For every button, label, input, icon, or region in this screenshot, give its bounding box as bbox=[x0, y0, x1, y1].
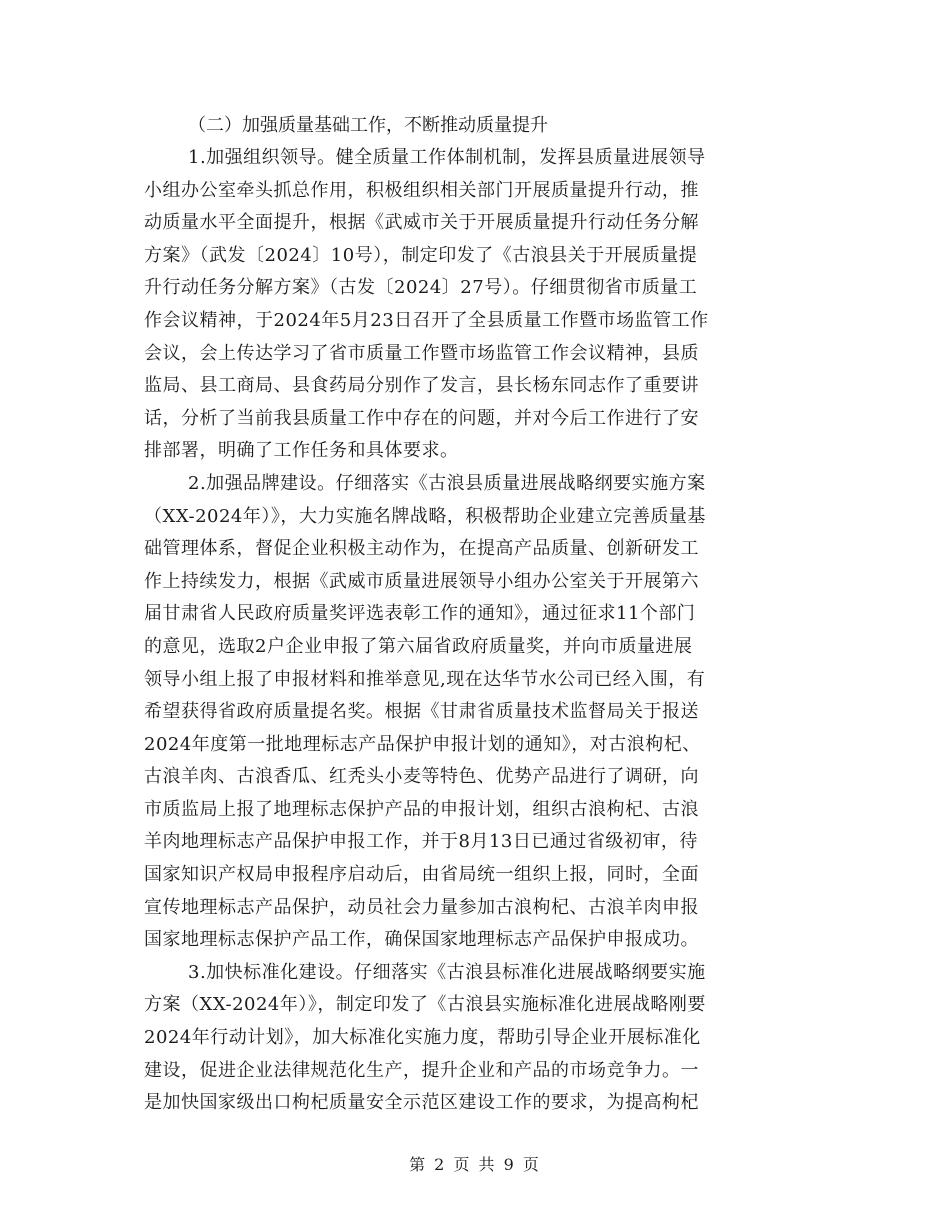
paragraph-standardization bbox=[144, 957, 816, 1120]
text-line: 市质监局上报了地理标志保护产品的申报计划，组织古浪枸杞、古浪 bbox=[144, 798, 699, 820]
text-line: 2024年度第一批地理标志产品保护申报计划的通知》，对古浪枸杞、 bbox=[144, 733, 701, 755]
text-line: 是加快国家级出口枸杞质量安全示范区建设工作的要求，为提高枸杞 bbox=[144, 1092, 699, 1114]
text-line: 的意见，选取2户企业申报了第六届省政府质量奖，并向市质量进展 bbox=[144, 635, 693, 657]
text-line: 届甘肃省人民政府质量奖评选表彰工作的通知》，通过征求11个部门 bbox=[144, 603, 696, 625]
text-line: 1.加强组织领导。健全质量工作体制机制，发挥县质量进展领导 bbox=[188, 147, 706, 168]
document-body bbox=[144, 110, 816, 1120]
text-line: 话，分析了当前我县质量工作中存在的问题，并对今后工作进行了安 bbox=[144, 407, 699, 429]
text-line: 3.加快标准化建设。仔细落实《古浪县标准化进展战略纲要实施 bbox=[188, 961, 706, 983]
text-line: 宣传地理标志产品保护，动员社会力量参加古浪枸杞、古浪羊肉申报 bbox=[144, 896, 699, 918]
page-number-footer: 第 2 页 共 9 页 bbox=[409, 1155, 541, 1174]
text-line: 希望获得省政府质量提名奖。根据《甘肃省质量技术监督局关于报送 bbox=[144, 701, 699, 723]
text-line: 会议，会上传达学习了省市质量工作暨市场监管工作会议精神，县质 bbox=[144, 342, 699, 364]
text-line: 2.加强品牌建设。仔细落实《古浪县质量进展战略纲要实施方案 bbox=[188, 472, 706, 494]
text-line: 羊肉地理标志产品保护申报工作，并于8月13日已通过省级初审，待 bbox=[144, 831, 698, 853]
text-line: 动质量水平全面提升，根据《武威市关于开展质量提升行动任务分解 bbox=[144, 212, 699, 234]
text-line: 排部署，明确了工作任务和具体要求。 bbox=[144, 440, 459, 462]
text-line: 2024年行动计划》，加大标准化实施力度，帮助引导企业开展标准化 bbox=[144, 1027, 701, 1049]
section-heading: （二）加强质量基础工作，不断推动质量提升 bbox=[188, 115, 548, 136]
text-line: 础管理体系，督促企业积极主动作为，在提高产品质量、创新研发工 bbox=[144, 538, 699, 560]
text-line: 领导小组上报了申报材料和推举意见,现在达华节水公司已经入围，有 bbox=[144, 668, 706, 690]
paragraph-brand-building bbox=[144, 468, 816, 957]
text-line: 古浪羊肉、古浪香瓜、红秃头小麦等特色、优势产品进行了调研，向 bbox=[144, 766, 699, 788]
text-line: （XX-2024年）》，大力实施名牌战略，积极帮助企业建立完善质量基 bbox=[144, 505, 706, 527]
text-line: 方案》（武发〔2024〕10号），制定印发了《古浪县关于开展质量提 bbox=[144, 244, 698, 266]
text-line: 小组办公室牵头抓总作用，积极组织相关部门开展质量提升行动，推 bbox=[144, 179, 699, 201]
text-line: 作会议精神，于2024年5月23日召开了全县质量工作暨市场监管工作 bbox=[144, 309, 709, 331]
text-line: 方案（XX-2024年）》，制定印发了《古浪县实施标准化进展战略刚要 bbox=[144, 994, 706, 1016]
text-line: 国家知识产权局申报程序启动后，由省局统一组织上报，同时，全面 bbox=[144, 864, 699, 886]
text-line: 升行动任务分解方案》（古发〔2024〕27号）。仔细贯彻省市质量工 bbox=[144, 277, 698, 299]
paragraph-organization-leadership bbox=[144, 142, 816, 468]
text-line: 监局、县工商局、县食药局分别作了发言，县长杨东同志作了重要讲 bbox=[144, 375, 699, 397]
text-line: 建设，促进企业法律规范化生产，提升企业和产品的市场竞争力。一 bbox=[144, 1059, 699, 1081]
text-line: 作上持续发力，根据《武威市质量进展领导小组办公室关于开展第六 bbox=[144, 570, 699, 592]
text-line: 国家地理标志保护产品工作，确保国家地理标志产品保护申报成功。 bbox=[144, 929, 699, 951]
